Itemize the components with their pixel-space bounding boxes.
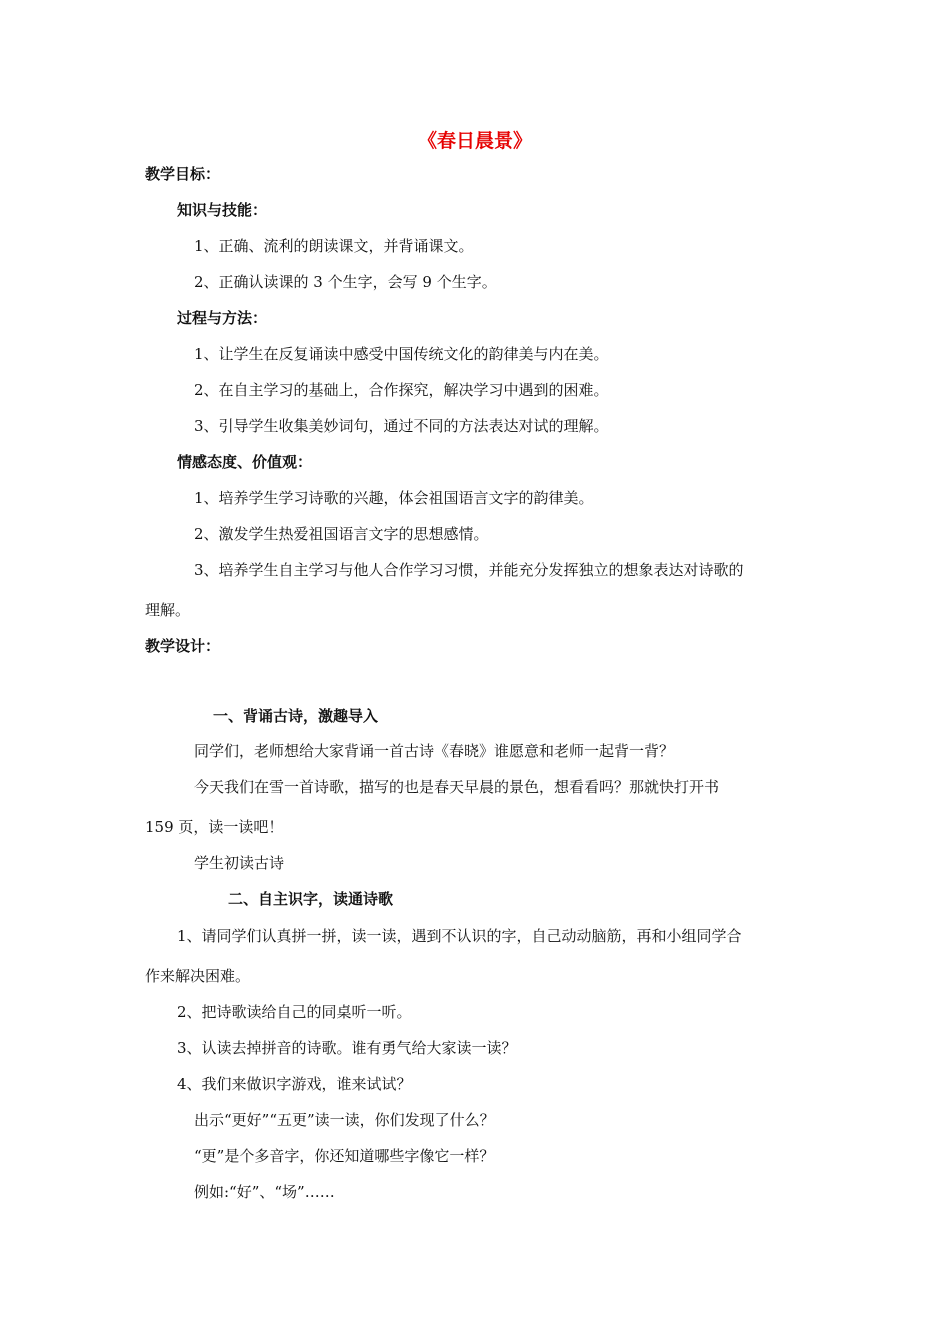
section2-step-4a: 出示“更好”“五更”读一读，你们发现了什么？ — [194, 1111, 495, 1129]
section2-step-3: 3、认读去掉拼音的诗歌。谁有勇气给大家读一读？ — [177, 1039, 517, 1057]
process-heading: 过程与方法： — [177, 309, 268, 327]
emotion-item-3: 3、培养学生自主学习与他人合作学习习惯，并能充分发挥独立的想象表达对诗歌的 — [194, 561, 744, 579]
section1-paragraph-3: 学生初读古诗 — [194, 854, 285, 872]
emotion-item-1: 1、培养学生学习诗歌的兴趣，体会祖国语言文字的韵律美。 — [194, 489, 594, 507]
section2-step-2: 2、把诗歌读给自己的同桌听一听。 — [177, 1003, 412, 1021]
emotion-heading: 情感态度、价值观： — [177, 453, 313, 471]
emotion-item-2: 2、激发学生热爱祖国语言文字的思想感情。 — [194, 525, 489, 543]
knowledge-heading: 知识与技能： — [177, 201, 268, 219]
section2-step-1-continued: 作来解决困难。 — [145, 967, 251, 985]
section2-step-1: 1、请同学们认真拼一拼，读一读，遇到不认识的字，自己动动脑筋，再和小组同学合 — [177, 927, 742, 945]
section2-step-4c: 例如:“好”、“场”…… — [194, 1183, 335, 1201]
section2-step-4: 4、我们来做识字游戏，谁来试试？ — [177, 1075, 412, 1093]
section1-heading: 一、背诵古诗，激趣导入 — [213, 707, 379, 725]
knowledge-item-1: 1、正确、流利的朗读课文，并背诵课文。 — [194, 237, 474, 255]
section1-paragraph-2: 今天我们在雪一首诗歌，描写的也是春天早晨的景色，想看看吗？那就快打开书 — [194, 778, 720, 796]
section2-heading: 二、自主识字，读通诗歌 — [228, 890, 394, 908]
emotion-item-3-continued: 理解。 — [145, 601, 191, 619]
section1-paragraph-1: 同学们，老师想给大家背诵一首古诗《春晓》谁愿意和老师一起背一背？ — [194, 742, 675, 760]
process-item-3: 3、引导学生收集美妙词句，通过不同的方法表达对试的理解。 — [194, 417, 609, 435]
process-item-2: 2、在自主学习的基础上，合作探究，解决学习中遇到的困难。 — [194, 381, 609, 399]
process-item-1: 1、让学生在反复诵读中感受中国传统文化的韵律美与内在美。 — [194, 345, 609, 363]
knowledge-item-2: 2、正确认读课的 3 个生字，会写 9 个生字。 — [194, 273, 497, 291]
document-title: 《春日晨景》 — [417, 130, 532, 152]
design-heading: 教学设计： — [145, 637, 221, 655]
section1-paragraph-2-continued: 159 页，读一读吧！ — [145, 818, 284, 836]
section2-step-4b: “更”是个多音字，你还知道哪些字像它一样？ — [194, 1147, 495, 1165]
goals-heading: 教学目标： — [145, 165, 221, 183]
